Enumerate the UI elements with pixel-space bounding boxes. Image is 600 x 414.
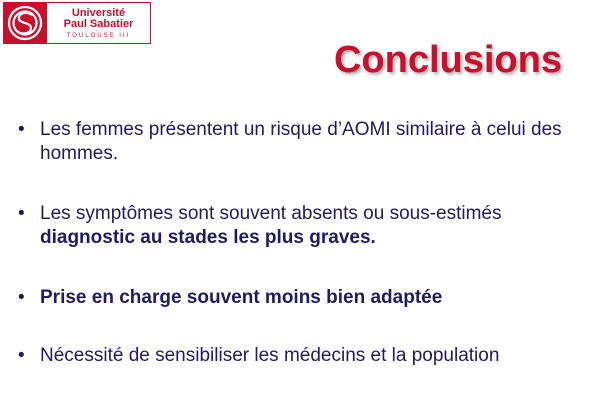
- bullet-list: [18, 118, 578, 368]
- bullet-text: Nécessité de sensibiliser les médecins et la population: [40, 345, 500, 366]
- slide-title: Conclusions: [333, 39, 562, 81]
- bullet-text: Les femmes présentent un risque d’AOMI similaire à celui des hommes.: [40, 119, 562, 164]
- logo-line-name: Paul Sabatier: [63, 17, 134, 30]
- bullet-item: [18, 286, 578, 310]
- logo-line-city: TOULOUSE III: [66, 32, 131, 39]
- logo-line-university: Université: [71, 6, 126, 19]
- bullet-bold-text: diagnostic au stades les plus graves.: [40, 227, 376, 248]
- university-logo-text: [47, 2, 151, 44]
- bullet-bold-text: Prise en charge souvent moins bien adaptée: [40, 287, 443, 308]
- bullet-dot-icon: •: [18, 203, 25, 224]
- bullet-item: [18, 344, 578, 368]
- university-emblem-icon: [3, 2, 47, 44]
- bullet-dot-icon: •: [18, 345, 25, 366]
- bullet-dot-icon: •: [18, 119, 25, 140]
- bullet-text: Les symptômes sont souvent absents ou sous-estimés: [40, 203, 502, 224]
- bullet-dot-icon: •: [18, 287, 25, 308]
- bullet-item: [18, 202, 578, 250]
- bullet-item: [18, 118, 578, 166]
- university-logo: [3, 2, 151, 44]
